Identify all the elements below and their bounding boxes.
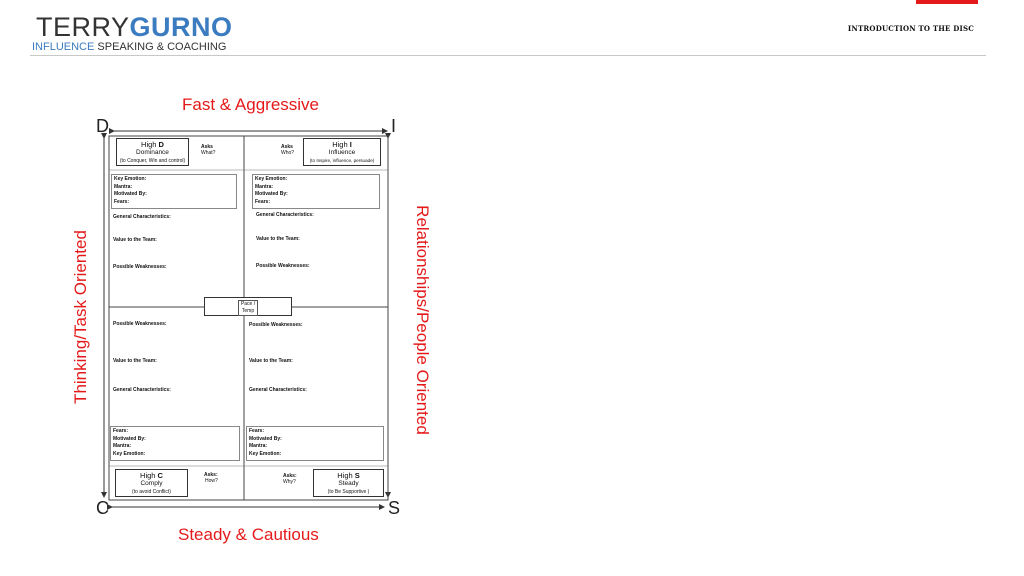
d-asks: Asks [201, 144, 213, 150]
c-asks-question: How? [205, 478, 218, 484]
s-traits-box: Fears: Motivated By: Mantra: Key Emotion: [246, 426, 384, 461]
i-traits-box: Key Emotion: Mantra: Motivated By: Fears: [252, 174, 380, 209]
c-general: General Characteristics: [113, 387, 171, 393]
c-traits-box: Fears: Motivated By: Mantra: Key Emotion: [110, 426, 240, 461]
high-d-box: High D Dominance (to Conquer, Win and control) [116, 138, 189, 166]
c-asks: Asks: [204, 472, 218, 478]
d-weaknesses: Possible Weaknesses: [113, 264, 167, 270]
right-axis-label: Relationships/People Oriented [413, 205, 432, 435]
s-asks: Asks: [283, 473, 297, 479]
d-traits-box: Key Emotion: Mantra: Motivated By: Fears: [111, 174, 237, 209]
d-value: Value to the Team: [113, 237, 157, 243]
left-axis-label: Thinking/Task Oriented [71, 230, 90, 404]
i-value: Value to the Team: [256, 236, 300, 242]
d-general: General Characteristics: [113, 214, 171, 220]
d-asks-question: What? [201, 150, 216, 156]
i-weaknesses: Possible Weaknesses: [256, 263, 310, 269]
corner-i: I [391, 116, 397, 136]
logo-wordmark: TERRYGURNO [36, 12, 233, 42]
logo-tagline: INFLUENCE SPEAKING & COACHING [32, 41, 227, 53]
s-weaknesses: Possible Weaknesses: [249, 322, 303, 328]
corner-d: D [96, 116, 109, 136]
c-value: Value to the Team: [113, 358, 157, 364]
i-general: General Characteristics: [256, 212, 314, 218]
pace-box: Pace / Temp [204, 297, 292, 316]
s-asks-question: Why? [283, 479, 296, 485]
high-i-box: High I Influence (to Inspire, influence, persuade) [303, 138, 381, 166]
bottom-axis-label: Steady & Cautious [178, 525, 319, 544]
i-asks-question: Who? [281, 150, 295, 156]
s-value: Value to the Team: [249, 358, 293, 364]
top-axis-label: Fast & Aggressive [182, 95, 320, 114]
corner-c: C [96, 498, 109, 518]
c-weaknesses: Possible Weaknesses: [113, 321, 167, 327]
corner-s: S [388, 498, 401, 518]
i-asks: Asks [281, 144, 293, 150]
high-s-box: High S Steady (to Be Supportive ) [313, 469, 384, 497]
high-c-box: High C Comply (to avoid Conflict) [115, 469, 188, 497]
s-general: General Characteristics: [249, 387, 307, 393]
slide-title: INTRODUCTION TO THE DISC [847, 24, 974, 33]
